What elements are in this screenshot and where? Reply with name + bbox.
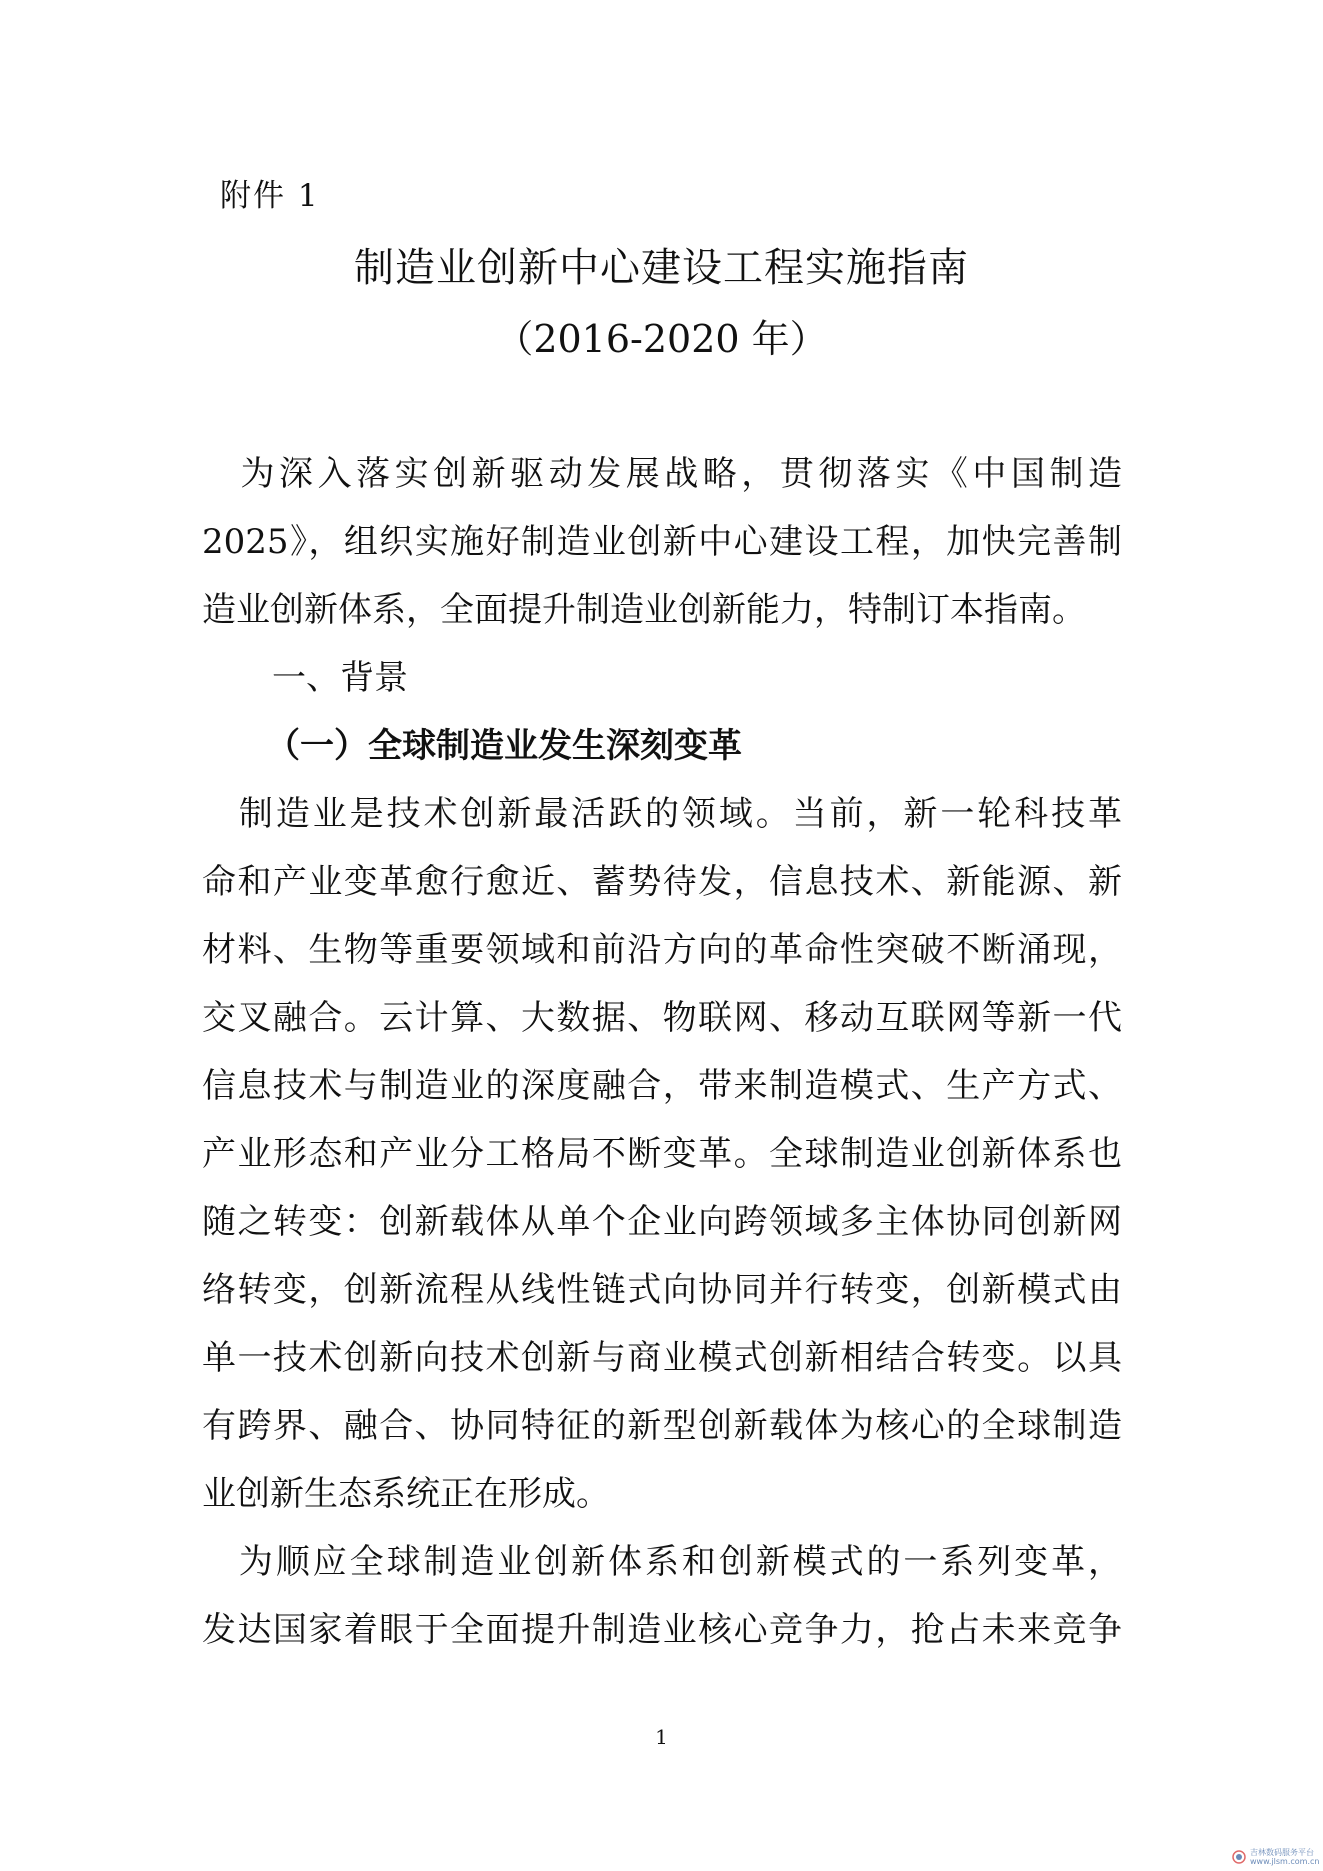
paragraph-line: 随之转变：创新载体从单个企业向跨领域多主体协同创新网 — [202, 1202, 1122, 1242]
intro-line: 造业创新体系，全面提升制造业创新能力，特制订本指南。 — [202, 590, 1086, 630]
paragraph-line: 为顺应全球制造业创新体系和创新模式的一系列变革， — [202, 1542, 1122, 1582]
section-heading: 一、背景 — [272, 658, 408, 698]
page-number: 1 — [655, 1725, 668, 1749]
paragraph-line: 材料、生物等重要领域和前沿方向的革命性突破不断涌现， — [202, 930, 1122, 970]
document-subtitle: （2016-2020 年） — [495, 317, 828, 361]
paragraph-line: 络转变，创新流程从线性链式向协同并行转变，创新模式由 — [202, 1270, 1122, 1310]
paragraph-line: 命和产业变革愈行愈近、蓄势待发，信息技术、新能源、新 — [202, 862, 1122, 902]
intro-line: 为深入落实创新驱动发展战略，贯彻落实《中国制造 — [202, 454, 1122, 494]
watermark-logo-icon — [1232, 1850, 1246, 1864]
paragraph-line: 有跨界、融合、协同特征的新型创新载体为核心的全球制造 — [202, 1406, 1122, 1446]
paragraph-line: 业创新生态系统正在形成。 — [202, 1474, 610, 1514]
watermark-url: www.jlsm.com.cn — [1250, 1857, 1320, 1866]
paragraph-line: 产业形态和产业分工格局不断变革。全球制造业创新体系也 — [202, 1134, 1122, 1174]
paragraph-line: 发达国家着眼于全面提升制造业核心竞争力，抢占未来竞争 — [202, 1610, 1122, 1650]
watermark — [1232, 1848, 1319, 1866]
paragraph-line: 交叉融合。云计算、大数据、物联网、移动互联网等新一代 — [202, 998, 1122, 1038]
subsection-heading: （一）全球制造业发生深刻变革 — [266, 726, 742, 766]
watermark-text: 吉林数码服务平台 — [1250, 1848, 1314, 1857]
paragraph-line: 制造业是技术创新最活跃的领域。当前，新一轮科技革 — [202, 794, 1122, 834]
paragraph-line: 信息技术与制造业的深度融合，带来制造模式、生产方式、 — [202, 1066, 1122, 1106]
paragraph-line: 单一技术创新向技术创新与商业模式创新相结合转变。以具 — [202, 1338, 1122, 1378]
intro-line: 2025》，组织实施好制造业创新中心建设工程，加快完善制 — [202, 522, 1122, 562]
attachment-label: 附件 1 — [220, 178, 320, 214]
document-title: 制造业创新中心建设工程实施指南 — [354, 245, 969, 291]
